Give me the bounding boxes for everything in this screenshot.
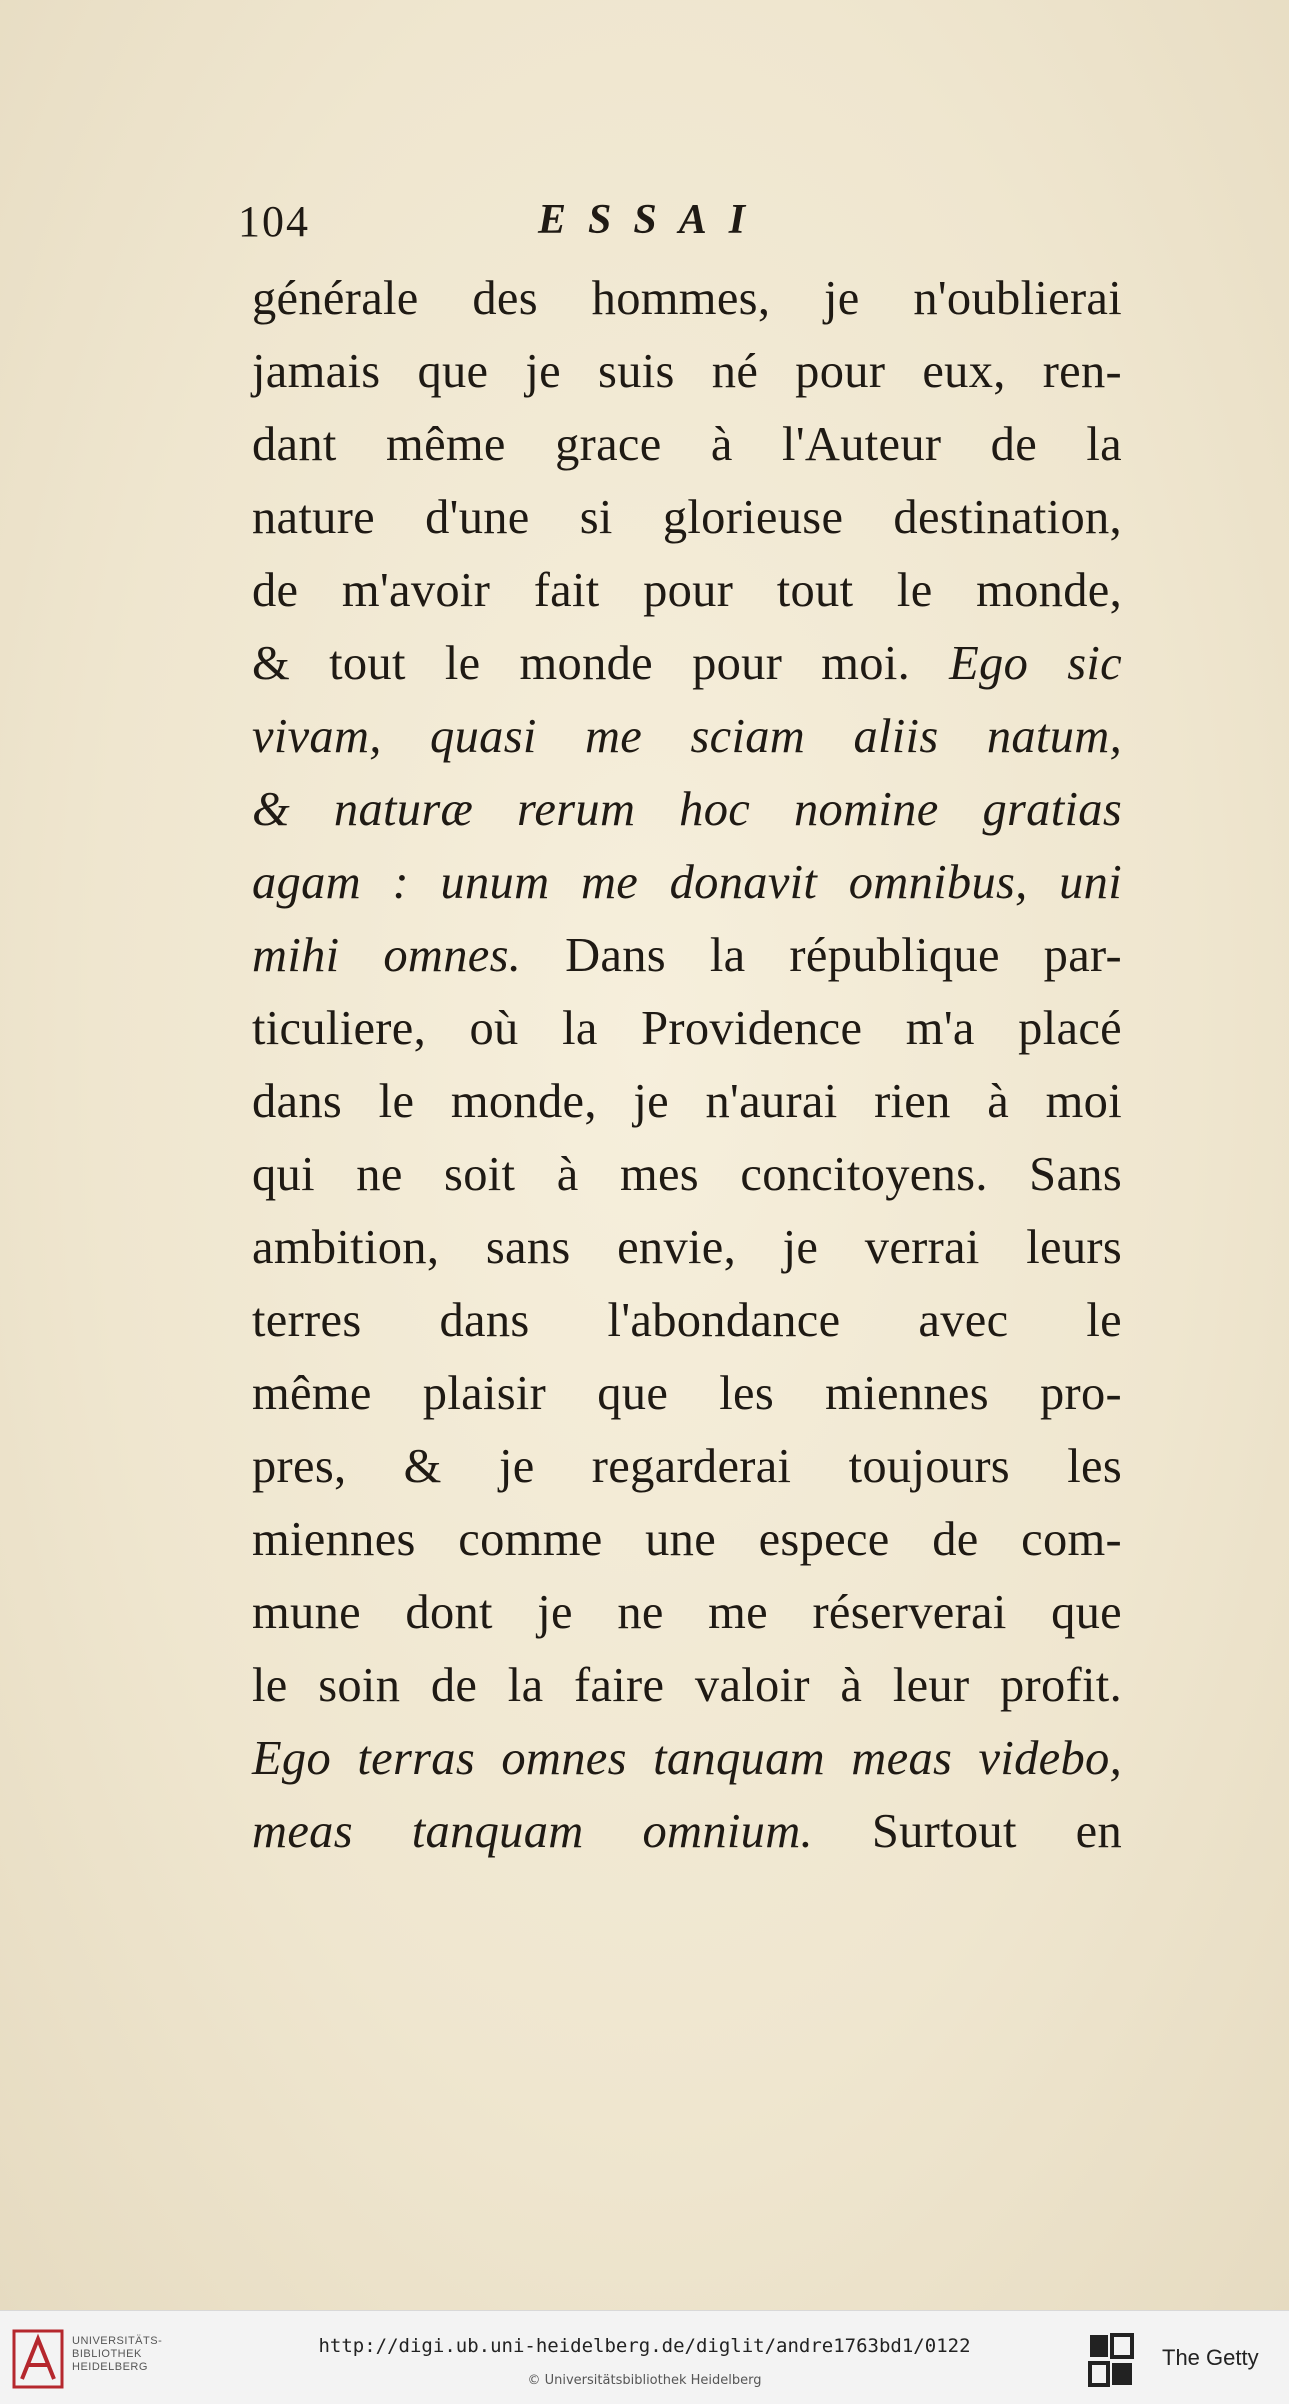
latin-quote-text: & naturæ rerum hoc nomine gratias — [252, 783, 1122, 836]
viewer-footer — [0, 2310, 1289, 2404]
text-line — [252, 846, 1122, 919]
latin-quote-text: meas tanquam omnium. — [252, 1805, 872, 1858]
library-name-line: HEIDELBERG — [72, 2361, 148, 2373]
text-line — [252, 1065, 1122, 1138]
text-line — [252, 700, 1122, 773]
french-text: générale des hommes, je n'oublierai — [252, 272, 1122, 325]
french-text: Surtout en — [871, 1805, 1122, 1858]
french-text: pres, & je regarderai toujours les — [252, 1440, 1122, 1493]
french-text: & tout le monde pour moi. — [252, 637, 950, 690]
french-text: jamais que je suis né pour eux, ren- — [252, 345, 1122, 398]
french-text: nature d'une si glorieuse destination, — [252, 491, 1122, 544]
latin-quote-text: agam : unum me donavit omnibus, uni — [252, 856, 1122, 909]
text-line — [252, 627, 1122, 700]
text-line — [252, 1503, 1122, 1576]
copyright-notice: © Universitätsbibliothek Heidelberg — [527, 2373, 762, 2388]
text-line — [252, 554, 1122, 627]
running-title: ESSAI — [538, 197, 768, 243]
french-text: dans le monde, je n'aurai rien à moi — [252, 1075, 1122, 1128]
french-text: le soin de la faire valoir à leur profit. — [252, 1659, 1122, 1712]
latin-quote-text: vivam, quasi me sciam aliis natum, — [252, 710, 1122, 763]
latin-quote-text: Ego terras omnes tanquam meas videbo, — [252, 1732, 1122, 1785]
text-line — [252, 992, 1122, 1065]
permalink-url[interactable]: http://digi.ub.uni-heidelberg.de/diglit/andre1763bd1/0122 — [318, 2335, 971, 2357]
text-line — [252, 1649, 1122, 1722]
text-line — [252, 919, 1122, 992]
text-line — [252, 1795, 1122, 1868]
latin-quote-text: Ego sic — [949, 637, 1123, 690]
partner-name: The Getty — [1162, 2345, 1259, 2370]
latin-quote-text: mihi omnes. — [252, 929, 566, 982]
getty-logo-icon[interactable] — [1086, 2331, 1136, 2389]
french-text: qui ne soit à mes concitoyens. Sans — [252, 1148, 1122, 1201]
text-line — [252, 1357, 1122, 1430]
body-text — [252, 262, 1122, 1868]
text-line — [252, 1211, 1122, 1284]
french-text: ticuliere, où la Providence m'a placé — [252, 1002, 1122, 1055]
french-text: terres dans l'abondance avec le — [252, 1294, 1122, 1347]
french-text: de m'avoir fait pour tout le monde, — [252, 564, 1122, 617]
text-line — [252, 1284, 1122, 1357]
text-line — [252, 335, 1122, 408]
text-line — [252, 481, 1122, 554]
library-name-line: BIBLIOTHEK — [72, 2348, 142, 2360]
text-line — [252, 1576, 1122, 1649]
page-header — [238, 196, 1138, 256]
french-text: mune dont je ne me réserverai que — [252, 1586, 1122, 1639]
text-line — [252, 1430, 1122, 1503]
library-name-line: UNIVERSITÄTS- — [72, 2335, 163, 2347]
french-text: dant même grace à l'Auteur de la — [252, 418, 1122, 471]
text-line — [252, 262, 1122, 335]
text-line — [252, 1722, 1122, 1795]
french-text: Dans la république par- — [565, 929, 1122, 982]
text-line — [252, 773, 1122, 846]
text-line — [252, 1138, 1122, 1211]
page-number: 104 — [238, 197, 310, 246]
french-text: même plaisir que les miennes pro- — [252, 1367, 1122, 1420]
text-line — [252, 408, 1122, 481]
french-text: miennes comme une espece de com- — [252, 1513, 1122, 1566]
french-text: ambition, sans envie, je verrai leurs — [252, 1221, 1122, 1274]
